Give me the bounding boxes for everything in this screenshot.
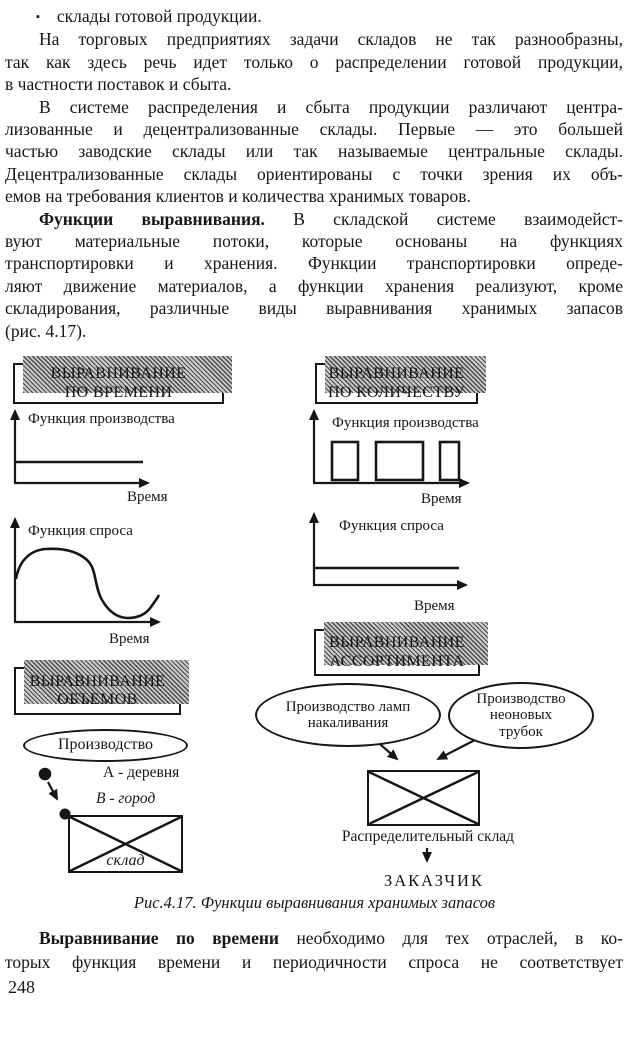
left-demand-xlabel: Время xyxy=(109,631,150,647)
paragraph3-line5: складирования, различные виды выравнивания хранимых запасов xyxy=(5,298,623,319)
lamp-ellipse-line1: Производство ламп xyxy=(285,698,411,715)
page-number: 248 xyxy=(8,977,35,997)
title-box-volume-line2: ОБЪЕМОВ xyxy=(57,691,138,708)
bullet-item-text: склады готовой продукции. xyxy=(56,6,262,26)
title-box-time xyxy=(13,363,224,404)
left-demand-wave-curve xyxy=(16,549,159,618)
title-box-assortment xyxy=(314,629,480,676)
title-box-time-line1: ВЫРАВНИВАНИЕ xyxy=(50,365,187,382)
production-bar-3 xyxy=(440,442,459,480)
paragraph3-line1 xyxy=(5,208,623,230)
right-production-xlabel: Время xyxy=(421,491,462,507)
body-text xyxy=(5,5,623,342)
neon-ellipse-line2: неоновых xyxy=(489,707,553,724)
warehouse-crossed-box xyxy=(68,815,183,873)
closing-lead-bold: Выравнивание по времени xyxy=(39,928,280,948)
distribution-cross-lines xyxy=(369,772,478,824)
title-box-volume xyxy=(14,667,181,715)
paragraph2-line3: частью заводские склады или так называемые центральные склады. xyxy=(5,141,623,162)
paragraph1-line3: в частности поставок и сбыта. xyxy=(5,74,232,95)
production-bar-2 xyxy=(376,442,423,480)
left-production-xlabel: Время xyxy=(127,489,168,505)
title-box-time-line2: ПО ВРЕМЕНИ xyxy=(64,383,173,401)
title-box-quantity xyxy=(315,363,478,404)
distribution-warehouse-crossed-box xyxy=(367,770,480,826)
paragraph2-line2: лизованные и децентрализованные склады. Первые — это большей xyxy=(5,119,623,140)
closing-lead-rest: необходимо для тех отраслей, в ко- xyxy=(279,928,623,948)
closing-paragraph xyxy=(5,927,623,974)
production-bar-1 xyxy=(332,442,358,480)
paragraph2-line1: В системе распределения и сбыта продукции различают центра- xyxy=(39,96,623,117)
customer-label: ЗАКАЗЧИК xyxy=(384,871,484,890)
paragraph3-lead-bold: Функции выравнивания. xyxy=(39,208,265,229)
neon-ellipse-line1: Производство xyxy=(476,690,566,707)
paragraph2-line4: Децентрализованные склады ориентированы с точки зрения их объ- xyxy=(5,163,623,184)
figure-4-17 xyxy=(0,352,629,897)
neon-production-ellipse xyxy=(448,682,594,749)
figure-caption: Рис.4.17. Функции выравнивания хранимых запасов xyxy=(133,893,496,912)
production-ellipse xyxy=(23,729,188,762)
right-demand-xlabel: Время xyxy=(414,598,455,614)
right-production-ylabel: Функция производства xyxy=(332,415,479,431)
title-box-quantity-line2: ПО КОЛИЧЕСТВУ xyxy=(327,383,466,401)
neon-ellipse-line3: трубок xyxy=(499,723,543,740)
closing-line2: торых функция времени и периодичности спроса не соответствует xyxy=(5,951,623,972)
paragraph3-line4: ляют движение материалов, а функции хранения реализуют, кроме xyxy=(5,275,623,296)
warehouse-label: склад xyxy=(106,852,145,869)
paragraph1-line2: так как здесь речь идет только о распределении готовой продукции, xyxy=(5,51,623,72)
left-demand-ylabel: Функция спроса xyxy=(28,523,133,539)
title-box-volume-line1: ВЫРАВНИВАНИЕ xyxy=(29,672,166,690)
left-production-ylabel: Функция производства xyxy=(28,411,175,427)
production-ellipse-label: Производство xyxy=(57,736,154,754)
point-a-label: А - деревня xyxy=(103,764,180,781)
distribution-warehouse-label: Распределительный склад xyxy=(341,828,515,845)
neon-to-warehouse-arrow xyxy=(438,740,475,759)
point-b-label: В - город xyxy=(96,790,156,807)
lamp-ellipse-line2: накаливания xyxy=(307,715,389,731)
paragraph1-line1: На торговых предприятиях задачи складов не так разнообразны, xyxy=(39,29,623,50)
lamp-production-ellipse xyxy=(255,683,441,747)
title-box-quantity-line1: ВЫРАВНИВАНИЕ xyxy=(328,365,465,382)
title-box-assortment-line1: ВЫРАВНИВАНИЕ xyxy=(329,634,465,651)
bullet-item xyxy=(5,5,623,28)
paragraph2-line5: емов на требования клиентов и количества хранимых товаров. xyxy=(5,186,471,207)
point-a-dot xyxy=(40,769,50,779)
paragraph3-lead-rest: В складской системе взаимодейст- xyxy=(264,208,624,229)
square-bullet-icon: ▪ xyxy=(36,11,40,23)
paragraph3-line6: (рис. 4.17). xyxy=(5,320,87,341)
right-demand-ylabel: Функция спроса xyxy=(339,518,444,534)
paragraph3-line3: транспортировки и хранения. Функции транспортировки опреде- xyxy=(5,253,623,274)
paragraph3-line2: вуют материальные потоки, которые основаны на функциях xyxy=(5,231,623,252)
point-a-to-b-arrow xyxy=(48,782,57,799)
closing-line1 xyxy=(5,927,623,951)
title-box-assortment-line2: АССОРТИМЕНТА xyxy=(329,652,465,670)
